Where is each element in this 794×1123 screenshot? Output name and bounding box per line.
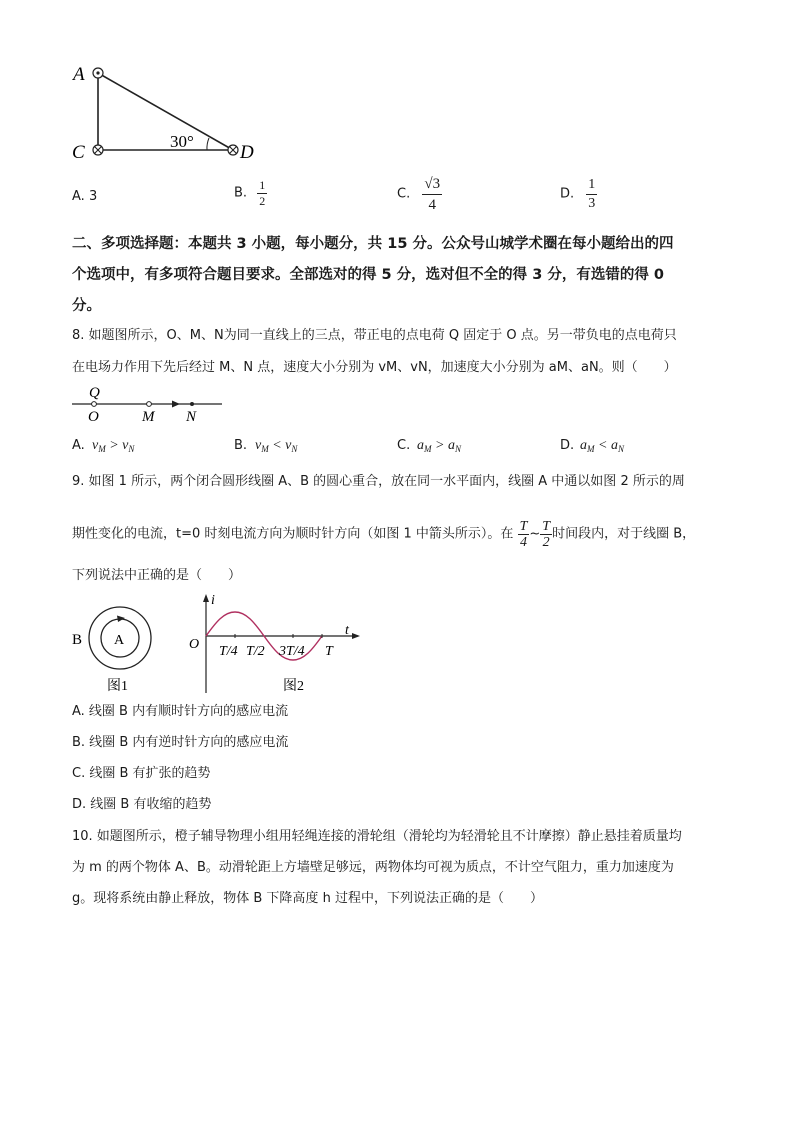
q9-option-a: A. 线圈 B 内有顺时针方向的感应电流 xyxy=(72,704,289,719)
q8-option-a: A. xyxy=(72,438,85,453)
tick-label-3t4: 3T/4 xyxy=(279,644,305,659)
origin-label: O xyxy=(189,637,200,652)
into-page-symbol-icon xyxy=(228,145,238,155)
label-m: M xyxy=(142,409,155,424)
out-of-page-symbol-icon xyxy=(93,68,103,78)
label-q: Q xyxy=(89,385,100,401)
q9-option-c: C. 线圈 B 有扩张的趋势 xyxy=(72,766,211,781)
q8-option-d-expr: $a_M < a_N$ xyxy=(580,438,624,454)
axis-label-i: i xyxy=(211,593,215,608)
q9-stem-line3: 下列说法中正确的是（ ） xyxy=(72,568,242,583)
label-n: N xyxy=(186,409,197,424)
tick-label-t2: T/2 xyxy=(246,644,265,659)
q8-option-b: B. xyxy=(234,438,248,453)
angle-label: 30° xyxy=(170,132,194,151)
coil-a-label: A xyxy=(114,633,125,648)
fig1-caption: 图1 xyxy=(107,679,128,694)
q7-option-c: C. $\frac{√3}{4}$ xyxy=(397,176,441,213)
q8-option-c-expr: $a_M > a_N$ xyxy=(417,438,461,454)
label-o: O xyxy=(88,409,99,424)
q8-option-a-expr: $v_M > v_N$ xyxy=(92,438,135,454)
q8-stem-line1: 8. 如题图所示，O、M、N为同一直线上的三点，带正电的点电荷 Q 固定于 O 点。另一带负电的点电荷只 xyxy=(72,328,677,343)
into-page-symbol-icon xyxy=(93,145,103,155)
q7-option-d: D. $\frac{1}{3}$ xyxy=(560,177,596,211)
fig2-caption: 图2 xyxy=(283,679,304,694)
tick-label-t: T xyxy=(325,644,333,659)
q9-fig1-coils xyxy=(70,600,170,695)
q7-option-a: A. 3 xyxy=(72,189,98,204)
axis-arrow-icon xyxy=(203,594,209,602)
section2-line1: 二、多项选择题：本题共 3 小题，每小题分，共 15 分。公众号山城学术圈在每小题给出的四 xyxy=(72,236,674,252)
direction-arrow-icon xyxy=(172,401,180,408)
q9-stem-line2: 期性变化的电流，t=0 时刻电流方向为顺时针方向（如图 1 中箭头所示）。在 $\frac{T}{4}$ ~ $\frac{T}{2}$ 时间段内，对于线圈 B， xyxy=(72,519,696,550)
vertex-label-c: C xyxy=(72,142,85,163)
q10-stem-line3: g。现将系统由静止释放，物体 B 下降高度 h 过程中，下列说法正确的是（ ） xyxy=(72,891,543,906)
q8-option-c: C. xyxy=(397,438,411,453)
q8-line-figure xyxy=(72,382,232,424)
axis-label-t: t xyxy=(345,623,349,638)
section2-line3: 分。 xyxy=(72,298,101,314)
q10-stem-line2: 为 m 的两个物体 A、B。动滑轮距上方墙壁足够远，两物体均可视为质点，不计空气阻力，重力加速度为 xyxy=(72,860,674,875)
q9-option-b: B. 线圈 B 内有逆时针方向的感应电流 xyxy=(72,735,289,750)
vertex-label-d: D xyxy=(240,142,254,163)
q7-option-b: B. $\frac{1}{2}$ xyxy=(234,178,266,208)
q7-triangle-figure xyxy=(70,58,270,168)
q9-option-d: D. 线圈 B 有收缩的趋势 xyxy=(72,797,212,812)
coil-b-label: B xyxy=(72,632,83,648)
q9-fig2-current-graph xyxy=(186,590,366,698)
vertex-label-a: A xyxy=(73,64,85,85)
q8-stem-line2: 在电场力作用下先后经过 M、N 点，速度大小分别为 vM、vN，加速度大小分别为 aM、aN。则（ ） xyxy=(72,360,677,375)
tick-label-t4: T/4 xyxy=(219,644,238,659)
q10-stem-line1: 10. 如题图所示，橙子辅导物理小组用轻绳连接的滑轮组（滑轮均为轻滑轮且不计摩擦）静止悬挂着质量均 xyxy=(72,829,682,844)
q8-option-b-expr: $v_M < v_N$ xyxy=(255,438,298,454)
q8-option-d: D. xyxy=(560,438,575,453)
q9-stem-line1: 9. 如图 1 所示，两个闭合圆形线圈 A、B 的圆心重合，放在同一水平面内，线圈 A 中通以如图 2 所示的周 xyxy=(72,474,685,489)
axis-arrow-icon xyxy=(352,633,360,639)
section2-line2: 个选项中，有多项符合题目要求。全部选对的得 5 分，选对但不全的得 3 分，有选错的得 0 xyxy=(72,267,665,283)
